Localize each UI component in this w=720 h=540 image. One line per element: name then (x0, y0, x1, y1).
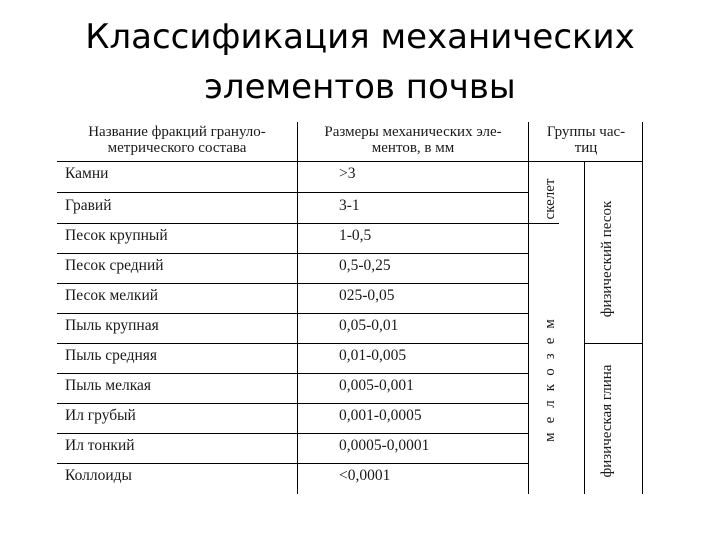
row-size: 0,001-0,0005 (339, 407, 422, 424)
row-size: 0,01-0,005 (339, 347, 407, 364)
rule-row (57, 283, 529, 284)
row-name: Пыль крупная (65, 317, 159, 334)
rule-row (57, 343, 529, 344)
rule-row (57, 403, 529, 404)
row-name: Пыль мелкая (65, 377, 152, 394)
row-size: 0,5-0,25 (339, 257, 391, 274)
header-group (529, 124, 643, 156)
group-physical-clay-label: физическая глина (599, 364, 615, 478)
row-size: 0,05-0,01 (339, 317, 399, 334)
slide-title (0, 12, 720, 112)
header-fraction-line-1: Название фракций грануло- (88, 124, 266, 140)
row-size: 025-0,05 (339, 287, 395, 304)
rule-row (57, 373, 529, 374)
rule-col-2 (528, 122, 529, 494)
header-size (298, 124, 528, 156)
rule-skeleton-bottom (529, 223, 559, 224)
row-size: <0,0001 (339, 467, 391, 484)
rule-row (57, 433, 529, 434)
row-name: Песок средний (65, 257, 164, 274)
soil-classification-table (57, 122, 643, 494)
header-group-line-1: Группы час- (546, 124, 626, 140)
title-line-2: элементов почвы (204, 67, 516, 107)
header-fraction-name (57, 124, 297, 156)
rule-right-edge (642, 122, 643, 494)
row-name: Пыль средняя (65, 347, 158, 364)
row-size: 1-0,5 (339, 227, 372, 244)
rule-sand-clay-divider (584, 343, 643, 344)
row-size: 0,005-0,001 (339, 377, 414, 394)
header-group-line-2: тиц (574, 140, 598, 156)
row-size: >3 (339, 165, 356, 182)
row-name: Песок мелкий (65, 287, 159, 304)
header-fraction-line-2: метрического состава (107, 140, 247, 156)
header-size-line-2: ментов, в мм (371, 140, 455, 156)
group-skeleton-label: скелет (542, 178, 558, 220)
rule-col-3 (584, 161, 585, 494)
row-name: Коллоиды (65, 467, 132, 484)
group-fine-earth-label: мелкозем (542, 310, 558, 442)
rule-row (57, 463, 529, 464)
row-size: 3-1 (339, 197, 360, 214)
row-size: 0,0005-0,0001 (339, 437, 430, 454)
row-name: Ил тонкий (65, 437, 135, 454)
row-name: Песок крупный (65, 227, 168, 244)
rule-row (57, 313, 529, 314)
rule-row (57, 192, 529, 193)
row-name: Камни (65, 165, 109, 182)
rule-header-bottom (57, 161, 643, 162)
group-physical-sand-label: физический песок (599, 200, 615, 318)
title-line-1: Классификация механических (85, 17, 635, 57)
rule-col-1 (297, 122, 298, 494)
rule-row (57, 223, 529, 224)
row-name: Ил грубый (65, 407, 136, 424)
header-size-line-1: Размеры механических эле- (324, 124, 502, 140)
row-name: Гравий (65, 197, 112, 214)
rule-row (57, 253, 529, 254)
